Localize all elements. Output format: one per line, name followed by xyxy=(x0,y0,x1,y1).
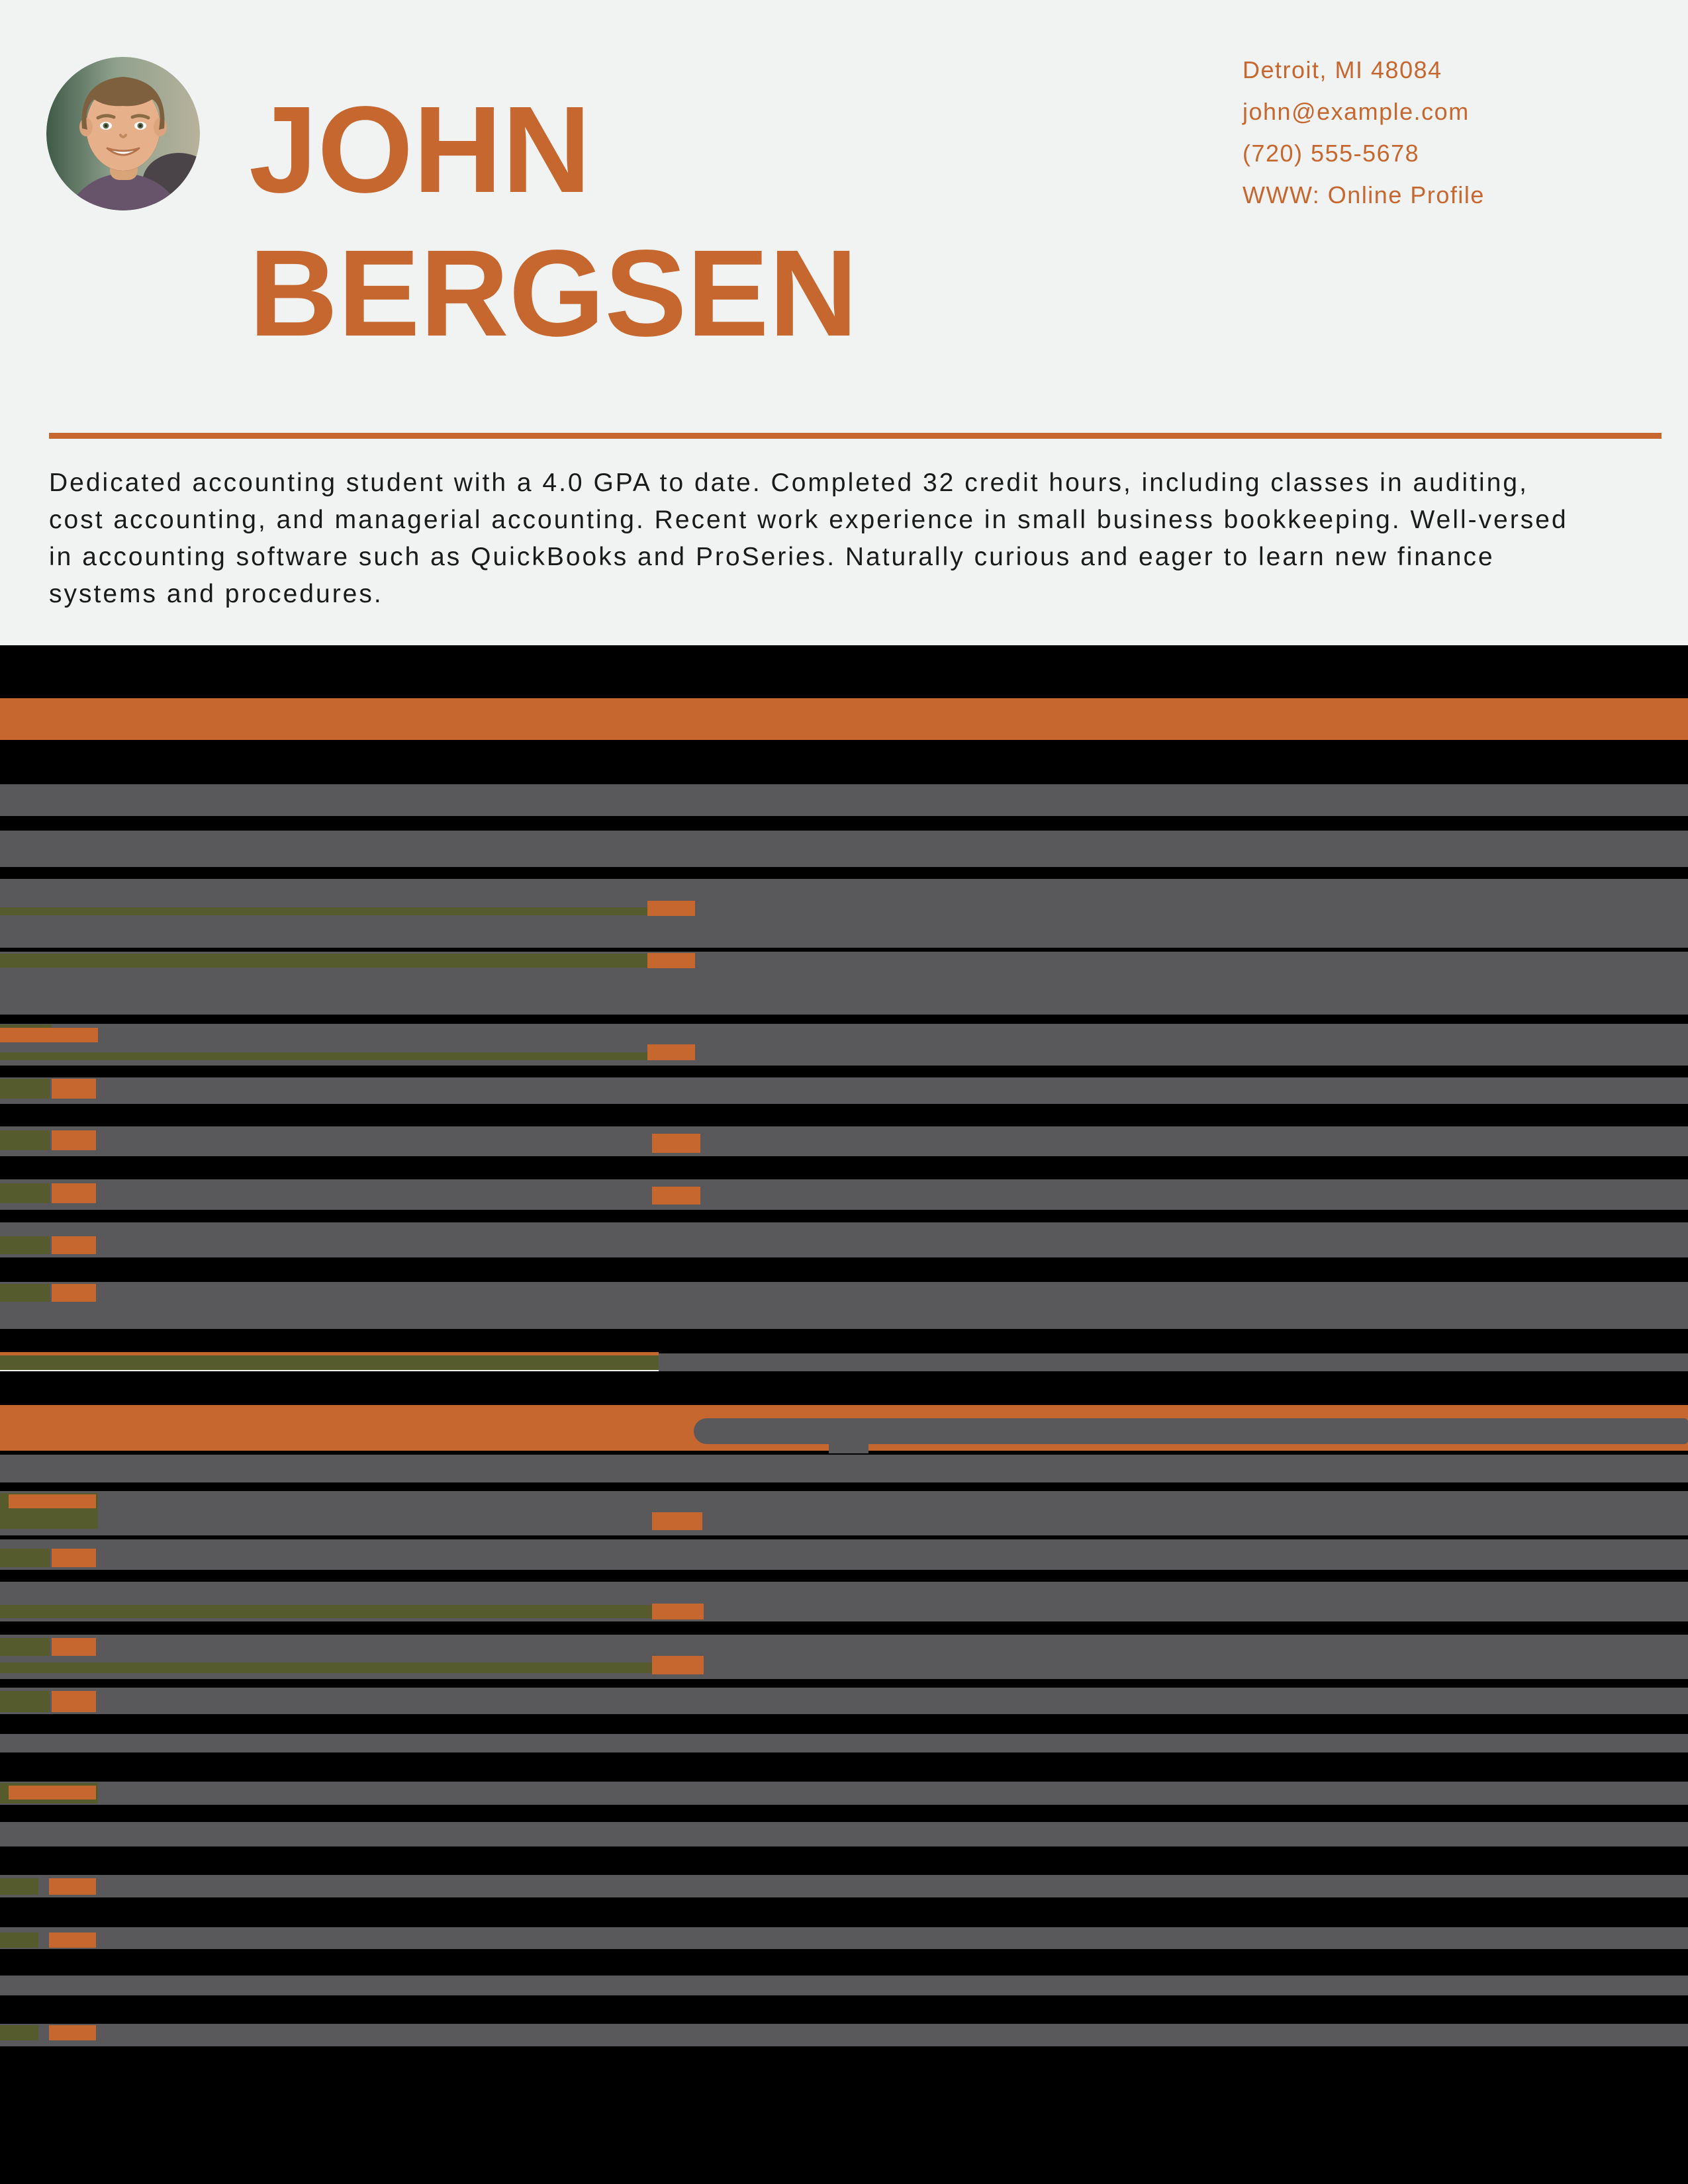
redaction-bar xyxy=(0,1782,1688,1805)
redaction-bar xyxy=(0,1875,1688,1897)
redaction-bar xyxy=(0,1822,1688,1846)
contact-line: WWW: Online Profile xyxy=(1243,181,1485,208)
redaction-bar xyxy=(0,1355,659,1370)
summary-text-line: cost accounting, and managerial accounting. Recent work experience in small business bookkeeping. Well-versed xyxy=(49,506,1568,534)
redaction-bar xyxy=(0,1897,1688,1927)
redaction-bar xyxy=(49,1933,96,1948)
redaction-bar xyxy=(652,1604,704,1619)
redaction-bar xyxy=(0,907,647,915)
redaction-bar xyxy=(49,1878,96,1895)
redaction-bar xyxy=(0,954,647,968)
redaction-bar xyxy=(694,1418,1688,1444)
redaction-bar xyxy=(0,1329,1688,1353)
redaction-bar xyxy=(52,1130,96,1150)
redaction-bar xyxy=(0,1183,50,1203)
redaction-bar xyxy=(652,1656,704,1674)
redaction-bar xyxy=(829,1444,868,1453)
redaction-bar xyxy=(52,1549,96,1567)
redaction-bar xyxy=(0,1222,1688,1257)
last-name: BERGSEN xyxy=(249,225,858,362)
redaction-bar xyxy=(0,1079,50,1099)
redaction-bar xyxy=(0,1066,1688,1077)
redaction-bar xyxy=(52,1183,96,1203)
redaction-bar xyxy=(52,1638,96,1656)
redaction-bar xyxy=(0,2024,1688,2046)
redaction-bar xyxy=(0,867,1688,879)
redaction-bar xyxy=(0,816,1688,831)
redaction-bar xyxy=(0,1933,38,1948)
redaction-bar xyxy=(0,1282,1688,1329)
contact-line: Detroit, MI 48084 xyxy=(1243,56,1442,83)
redaction-bar xyxy=(9,1786,96,1799)
redaction-bar xyxy=(0,1662,655,1673)
redaction-bar xyxy=(9,1494,96,1508)
redaction-bar xyxy=(0,831,1688,867)
redaction-bar xyxy=(0,1549,50,1567)
redaction-bar xyxy=(0,1714,1688,1734)
redaction-bar xyxy=(0,1752,1688,1782)
redaction-bar xyxy=(0,1482,1688,1491)
redaction-bar xyxy=(0,1878,38,1895)
redaction-bar xyxy=(0,1371,1688,1405)
redaction-bar xyxy=(0,1621,1688,1635)
redaction-bar xyxy=(652,1134,700,1153)
redaction-bar xyxy=(0,1691,50,1712)
redaction-bar xyxy=(0,645,1688,698)
redaction-bar xyxy=(0,1210,1688,1222)
redaction-bar xyxy=(0,1284,50,1302)
summary-text-line: in accounting software such as QuickBooks and ProSeries. Naturally curious and eager to learn new finance xyxy=(49,543,1495,571)
redaction-bar xyxy=(0,1015,1688,1024)
redaction-bar xyxy=(0,1028,98,1042)
redaction-bar xyxy=(0,1949,1688,1976)
redaction-bar xyxy=(0,1638,50,1656)
redaction-bar xyxy=(52,1284,96,1302)
contact-line: (720) 555-5678 xyxy=(1243,140,1420,167)
redaction-bar xyxy=(647,1044,695,1060)
first-name: JOHN xyxy=(249,81,591,218)
redaction-bar xyxy=(0,1257,1688,1282)
redaction-bar xyxy=(0,1104,1688,1126)
redaction-bar xyxy=(0,1995,1688,2024)
redaction-bar xyxy=(0,1077,1688,1104)
summary-text-line: systems and procedures. xyxy=(49,580,383,608)
redaction-bar xyxy=(0,1455,1688,1482)
contact-line: john@example.com xyxy=(1243,98,1470,125)
redaction-bar xyxy=(0,1052,647,1060)
redaction-bar xyxy=(52,1236,96,1254)
redaction-bar xyxy=(0,1130,50,1150)
redaction-bar xyxy=(0,1236,50,1254)
redaction-bar xyxy=(0,784,1688,816)
redaction-bar xyxy=(0,1976,1688,1995)
redaction-bar xyxy=(52,1079,96,1099)
redaction-bar xyxy=(0,1491,1688,1535)
redaction-bar xyxy=(0,1927,1688,1949)
redaction-bar xyxy=(0,1805,1688,1822)
redaction-bar xyxy=(647,901,695,916)
redaction-bar xyxy=(0,698,1688,740)
summary-text-line: Dedicated accounting student with a 4.0 GPA to date. Completed 32 credit hours, including classes in auditing, xyxy=(49,469,1528,497)
redaction-bar xyxy=(0,1570,1688,1582)
redaction-bar xyxy=(0,740,1688,784)
redaction-bar xyxy=(52,1691,96,1712)
redaction-bar xyxy=(647,953,695,968)
redaction-bar xyxy=(0,1734,1688,1752)
redaction-bar xyxy=(0,1679,1688,1688)
redaction-bar xyxy=(0,1539,1688,1570)
redaction-bar xyxy=(659,1353,1688,1371)
redaction-bar xyxy=(49,2025,96,2040)
redaction-bar xyxy=(0,1846,1688,1875)
redaction-bar xyxy=(652,1187,700,1205)
redaction-bar xyxy=(0,2046,1688,2184)
redaction-bar xyxy=(0,2025,38,2040)
redaction-bar xyxy=(0,1156,1688,1179)
redaction-bar xyxy=(652,1512,702,1530)
redaction-bar xyxy=(0,1179,1688,1210)
redaction-bar xyxy=(0,1126,1688,1156)
redaction-bar xyxy=(0,1605,655,1618)
redaction-bar xyxy=(0,1688,1688,1714)
